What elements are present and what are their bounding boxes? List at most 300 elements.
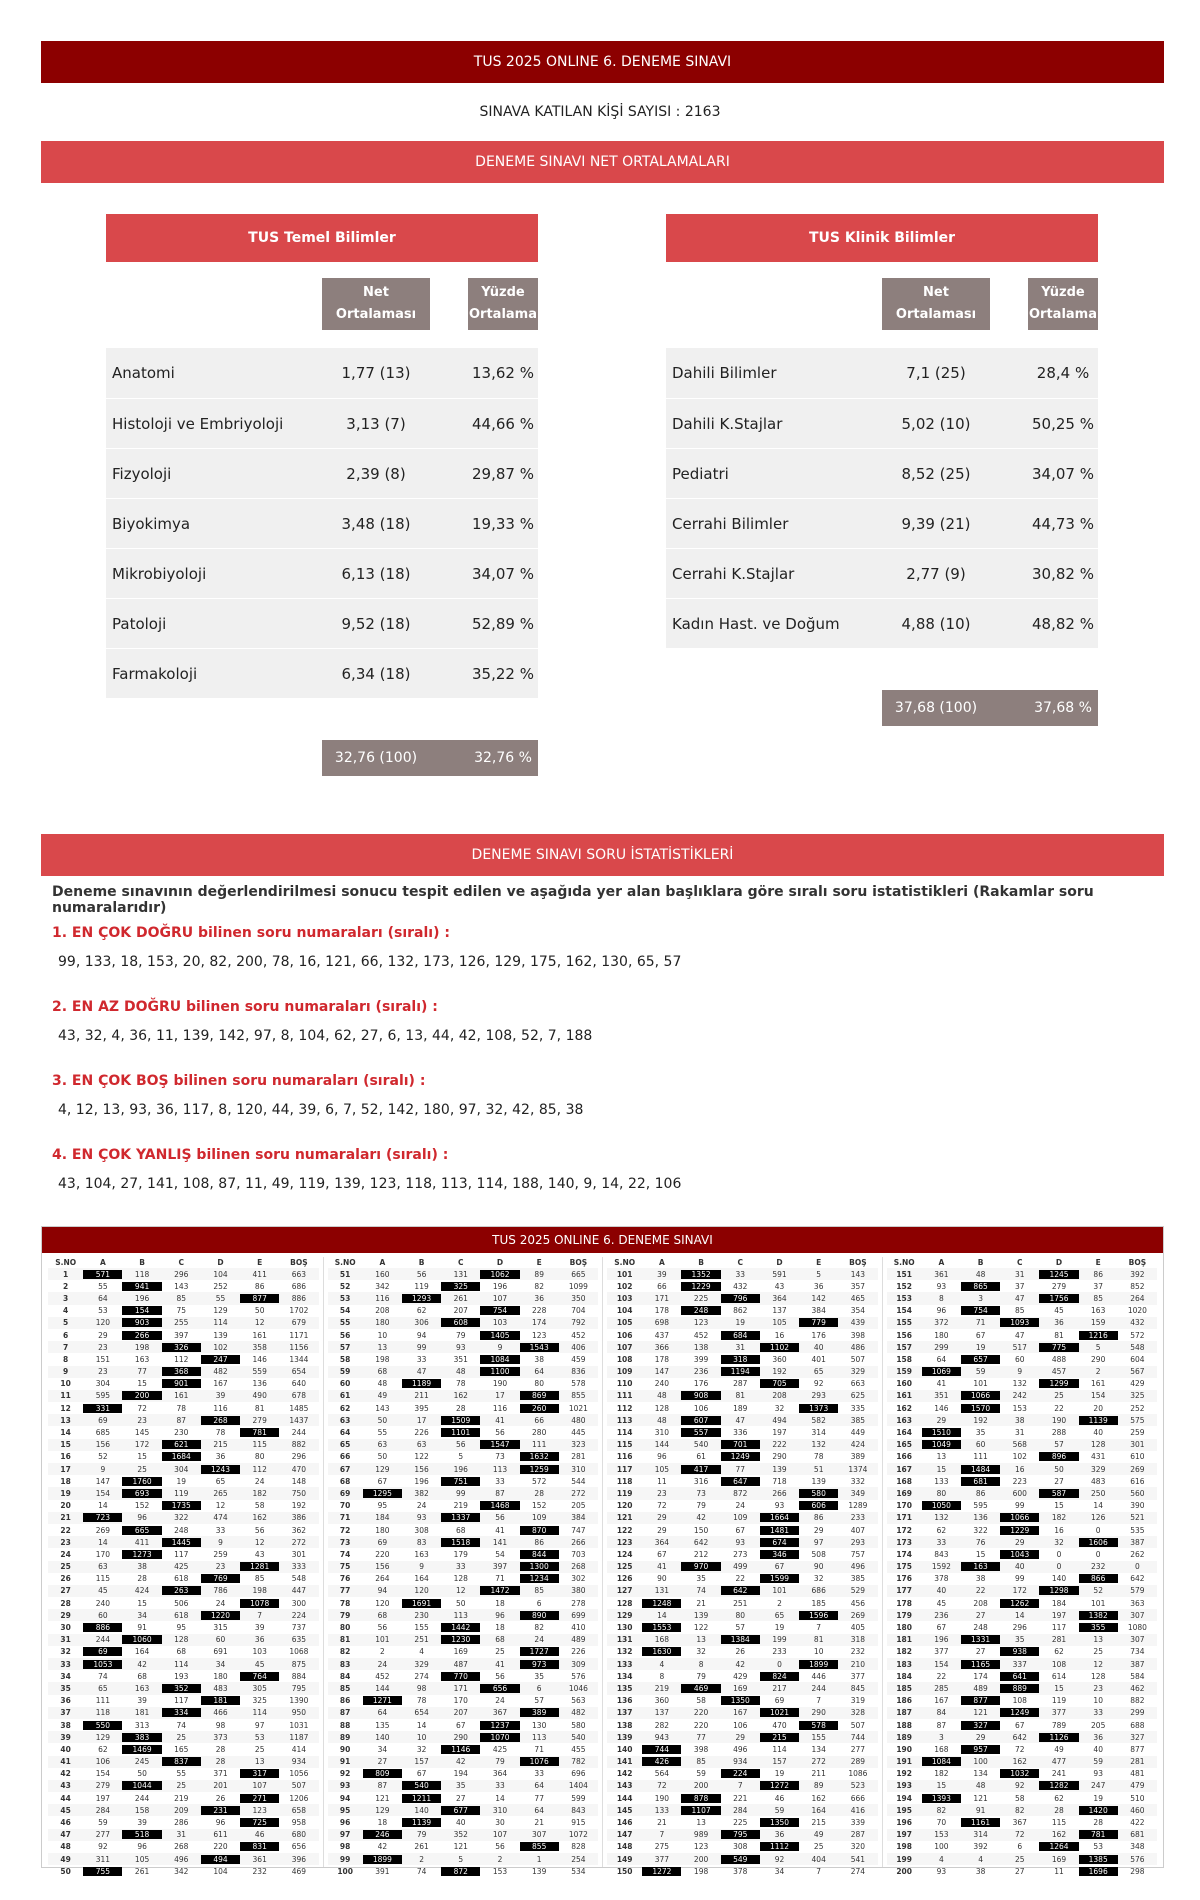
table-cell: 129 bbox=[616, 1610, 633, 1620]
table-row bbox=[328, 1487, 599, 1499]
table-cell: 56 bbox=[339, 1330, 351, 1340]
table-row bbox=[607, 1597, 878, 1609]
table-cell: 462 bbox=[1130, 1683, 1145, 1693]
table-cell: 85 bbox=[254, 1574, 265, 1584]
table-cell: 681 bbox=[961, 1477, 1000, 1486]
table-cell: 15 bbox=[975, 1549, 986, 1559]
table-cell: 182 bbox=[1051, 1513, 1067, 1523]
table-cell: 938 bbox=[1000, 1647, 1039, 1656]
table-column-group bbox=[603, 1257, 883, 1876]
table-cell: 563 bbox=[571, 1696, 586, 1706]
table-cell: 241 bbox=[1051, 1769, 1067, 1779]
table-cell: 196 bbox=[453, 1464, 468, 1474]
table-cell: 16 bbox=[60, 1452, 71, 1462]
table-cell: 319 bbox=[850, 1696, 866, 1706]
table-cell: 654 bbox=[414, 1708, 429, 1718]
table-cell: 217 bbox=[772, 1683, 787, 1693]
table-cell: 23 bbox=[60, 1537, 71, 1547]
table-cell: 351 bbox=[934, 1391, 949, 1401]
table-cell: 50 bbox=[456, 1598, 466, 1608]
table-cell: 426 bbox=[642, 1757, 681, 1766]
table-row bbox=[328, 1621, 599, 1633]
subject-net: 7,1 (25) bbox=[906, 364, 966, 382]
table-cell: 1390 bbox=[289, 1696, 309, 1706]
table-cell: 903 bbox=[122, 1318, 161, 1327]
table-cell: 82 bbox=[936, 1805, 947, 1815]
table-cell: 164 bbox=[414, 1574, 429, 1584]
table-cell: 211 bbox=[811, 1769, 826, 1779]
table-cell: 618 bbox=[174, 1574, 189, 1584]
table-cell: 63 bbox=[98, 1562, 108, 1572]
table-cell: 576 bbox=[571, 1671, 586, 1681]
table-row bbox=[48, 1743, 319, 1755]
table-cell: 310 bbox=[492, 1805, 508, 1815]
table-cell: 101 bbox=[375, 1635, 390, 1645]
table-cell: 72 bbox=[137, 1403, 147, 1413]
table-cell: 266 bbox=[122, 1331, 161, 1340]
table-cell: 1161 bbox=[961, 1818, 1000, 1827]
table-cell: 242 bbox=[1012, 1391, 1027, 1401]
table-cell: 293 bbox=[850, 1537, 866, 1547]
table-cell: 941 bbox=[122, 1282, 161, 1291]
table-cell: 225 bbox=[693, 1293, 709, 1303]
table-cell: 176 bbox=[811, 1330, 826, 1340]
table-row bbox=[887, 1719, 1158, 1731]
table-cell: 211 bbox=[414, 1391, 429, 1401]
table-cell: 134 bbox=[973, 1769, 988, 1779]
table-cell: 286 bbox=[174, 1818, 189, 1828]
table-cell: 301 bbox=[1130, 1440, 1145, 1450]
table-cell: 162 bbox=[1012, 1757, 1027, 1767]
table-cell: 290 bbox=[811, 1708, 826, 1718]
table-row bbox=[48, 1548, 319, 1560]
table-row bbox=[607, 1512, 878, 1524]
table-cell: 163 bbox=[961, 1562, 1000, 1571]
table-cell: 318 bbox=[850, 1635, 866, 1645]
table-cell: 230 bbox=[174, 1428, 189, 1438]
table-header-row bbox=[887, 1257, 1158, 1268]
table-cell: 156 bbox=[95, 1440, 111, 1450]
table-row bbox=[607, 1524, 878, 1536]
table-cell: 274 bbox=[414, 1671, 429, 1681]
table-cell: 36 bbox=[1054, 1318, 1064, 1328]
table-cell: 64 bbox=[339, 1428, 351, 1438]
table-row bbox=[48, 1695, 319, 1707]
table-cell: 1171 bbox=[289, 1330, 309, 1340]
table-cell: 1727 bbox=[520, 1647, 559, 1656]
subject-row bbox=[106, 598, 538, 648]
table-header-cell: S.NO bbox=[614, 1258, 636, 1267]
table-cell: 106 bbox=[733, 1720, 748, 1730]
table-cell: 184 bbox=[1051, 1598, 1067, 1608]
table-cell: 33 bbox=[456, 1562, 466, 1572]
table-cell: 40 bbox=[813, 1342, 824, 1352]
table-row bbox=[48, 1512, 319, 1524]
table-cell: 680 bbox=[291, 1830, 307, 1840]
table-cell: 1664 bbox=[760, 1513, 799, 1522]
table-cell: 368 bbox=[162, 1367, 201, 1376]
table-cell: 734 bbox=[1130, 1647, 1145, 1657]
table-cell: 1066 bbox=[961, 1391, 1000, 1400]
table-cell: 139 bbox=[811, 1476, 826, 1486]
table-cell: 126 bbox=[1091, 1513, 1106, 1523]
table-cell: 29 bbox=[936, 1415, 947, 1425]
table-cell: 1068 bbox=[289, 1647, 309, 1657]
table-cell: 65 bbox=[774, 1610, 785, 1620]
table-cell: 62 bbox=[1054, 1647, 1064, 1657]
stat-title-2: 2. EN AZ DOĞRU bilinen soru numaraları (sıralı) : bbox=[52, 999, 438, 1015]
table-cell: 16 bbox=[774, 1330, 785, 1340]
table-cell: 6 bbox=[63, 1330, 69, 1340]
table-cell: 32 bbox=[813, 1574, 824, 1584]
table-cell: 56 bbox=[456, 1440, 466, 1450]
table-cell: 367 bbox=[492, 1708, 508, 1718]
table-cell: 190 bbox=[1051, 1415, 1067, 1425]
table-cell: 208 bbox=[772, 1391, 787, 1401]
table-row bbox=[48, 1402, 319, 1414]
table-cell: 548 bbox=[1130, 1342, 1145, 1352]
table-cell: 844 bbox=[520, 1550, 559, 1559]
klinik-total-net: 37,68 (100) bbox=[894, 700, 978, 716]
table-cell: 74 bbox=[98, 1671, 108, 1681]
table-cell: 82 bbox=[339, 1647, 351, 1657]
table-cell: 41 bbox=[495, 1659, 505, 1669]
subject-net: 5,02 (10) bbox=[901, 414, 971, 433]
table-cell: 1126 bbox=[1039, 1733, 1078, 1742]
table-row bbox=[607, 1341, 878, 1353]
table-cell: 137 bbox=[654, 1708, 670, 1718]
table-cell: 254 bbox=[571, 1854, 586, 1864]
table-cell: 196 bbox=[896, 1818, 912, 1828]
table-cell: 1295 bbox=[363, 1489, 402, 1498]
table-cell: 579 bbox=[1130, 1586, 1145, 1596]
table-cell: 14 bbox=[495, 1793, 505, 1803]
table-cell: 383 bbox=[122, 1733, 161, 1742]
subject-pct: 29,87 % bbox=[472, 464, 534, 483]
table-row bbox=[328, 1402, 599, 1414]
table-cell: 696 bbox=[571, 1769, 586, 1779]
table-cell: 65 bbox=[98, 1683, 108, 1693]
table-cell: 35 bbox=[696, 1574, 706, 1584]
table-cell: 52 bbox=[98, 1452, 108, 1462]
table-cell: 439 bbox=[850, 1318, 866, 1328]
table-row bbox=[328, 1816, 599, 1828]
table-cell: 1021 bbox=[568, 1403, 588, 1413]
table-cell: 12 bbox=[254, 1537, 265, 1547]
table-cell: 308 bbox=[733, 1842, 748, 1852]
table-row bbox=[48, 1621, 319, 1633]
table-cell: 21 bbox=[696, 1598, 706, 1608]
table-cell: 71 bbox=[495, 1574, 505, 1584]
table-cell: 1899 bbox=[799, 1660, 838, 1669]
table-row bbox=[48, 1524, 319, 1536]
table-cell: 15 bbox=[137, 1452, 147, 1462]
table-cell: 93 bbox=[456, 1342, 466, 1352]
table-row bbox=[607, 1548, 878, 1560]
table-cell: 72 bbox=[657, 1501, 667, 1511]
table-cell: 47 bbox=[60, 1830, 71, 1840]
table-cell: 1031 bbox=[289, 1720, 309, 1730]
table-cell: 189 bbox=[896, 1732, 912, 1742]
table-cell: 118 bbox=[616, 1476, 633, 1486]
subject-net: 3,48 (18) bbox=[341, 514, 411, 533]
table-header-cell: BOŞ bbox=[569, 1258, 588, 1267]
table-cell: 642 bbox=[1130, 1574, 1145, 1584]
table-cell: 219 bbox=[174, 1793, 189, 1803]
table-cell: 199 bbox=[896, 1854, 912, 1864]
table-cell: 351 bbox=[453, 1354, 468, 1364]
table-cell: 1100 bbox=[480, 1367, 519, 1376]
table-cell: 21 bbox=[60, 1513, 71, 1523]
table-cell: 306 bbox=[414, 1318, 429, 1328]
table-cell: 14 bbox=[98, 1501, 108, 1511]
table-row bbox=[48, 1731, 319, 1743]
table-cell: 169 bbox=[733, 1683, 748, 1693]
table-cell: 28 bbox=[215, 1757, 226, 1767]
table-cell: 1050 bbox=[922, 1501, 961, 1510]
table-cell: 80 bbox=[254, 1452, 265, 1462]
table-cell: 155 bbox=[811, 1732, 826, 1742]
table-cell: 269 bbox=[95, 1525, 111, 1535]
subject-name: Fizyoloji bbox=[112, 464, 172, 483]
subject-name: Kadın Hast. ve Doğum bbox=[672, 614, 840, 633]
table-row bbox=[48, 1756, 319, 1768]
table-row bbox=[887, 1317, 1158, 1329]
table-column-group bbox=[883, 1257, 1162, 1876]
table-cell: 27 bbox=[975, 1647, 986, 1657]
table-cell: 474 bbox=[213, 1513, 228, 1523]
table-cell: 91 bbox=[339, 1757, 351, 1767]
table-cell: 2 bbox=[379, 1647, 385, 1657]
table-cell: 118 bbox=[134, 1269, 150, 1279]
table-cell: 781 bbox=[240, 1428, 279, 1437]
table-cell: 750 bbox=[291, 1488, 307, 1498]
table-cell: 22 bbox=[60, 1525, 71, 1535]
table-cell: 587 bbox=[1039, 1489, 1078, 1498]
table-cell: 389 bbox=[850, 1452, 866, 1462]
table-cell: 130 bbox=[616, 1623, 633, 1633]
table-cell: 85 bbox=[1093, 1293, 1103, 1303]
table-cell: 169 bbox=[896, 1488, 912, 1498]
table-row bbox=[48, 1658, 319, 1670]
table-cell: 373 bbox=[213, 1732, 228, 1742]
table-row bbox=[48, 1329, 319, 1341]
table-cell: 184 bbox=[375, 1513, 390, 1523]
table-cell: 28 bbox=[1093, 1818, 1103, 1828]
table-cell: 397 bbox=[174, 1330, 189, 1340]
table-cell: 362 bbox=[291, 1525, 307, 1535]
table-cell: 173 bbox=[896, 1537, 912, 1547]
table-cell: 621 bbox=[162, 1440, 201, 1449]
table-cell: 58 bbox=[696, 1696, 706, 1706]
table-cell: 77 bbox=[534, 1793, 544, 1803]
table-row bbox=[48, 1816, 319, 1828]
stats-intro: Deneme sınavının değerlendirilmesi sonucu tespit edilen ve aşağıda yer alan başlıklara göre sıralı soru istatistikleri (Rakamlar soru numaralarıdır) bbox=[52, 884, 1094, 916]
table-cell: 87 bbox=[377, 1781, 388, 1791]
table-cell: 831 bbox=[240, 1842, 279, 1851]
table-cell: 79 bbox=[495, 1757, 505, 1767]
table-cell: 31 bbox=[60, 1635, 71, 1645]
table-row bbox=[887, 1475, 1158, 1487]
table-cell: 56 bbox=[416, 1269, 427, 1279]
table-cell: 33 bbox=[495, 1476, 505, 1486]
table-cell: 193 bbox=[174, 1671, 189, 1681]
table-cell: 148 bbox=[616, 1842, 633, 1852]
table-cell: 23 bbox=[137, 1415, 147, 1425]
table-cell: 18 bbox=[60, 1476, 71, 1486]
table-cell: 15 bbox=[936, 1781, 947, 1791]
table-cell: 221 bbox=[733, 1793, 748, 1803]
table-row bbox=[328, 1658, 599, 1670]
table-cell: 29 bbox=[813, 1525, 824, 1535]
table-cell: 38 bbox=[534, 1354, 544, 1364]
table-cell: 107 bbox=[616, 1342, 633, 1352]
table-row bbox=[887, 1268, 1158, 1280]
table-cell: 477 bbox=[1051, 1757, 1067, 1767]
table-cell: 308 bbox=[414, 1525, 429, 1535]
table-row bbox=[328, 1512, 599, 1524]
table-cell: 33 bbox=[534, 1769, 544, 1779]
table-cell: 48 bbox=[975, 1781, 986, 1791]
temel-total-pct: 32,76 % bbox=[474, 750, 532, 766]
table-cell: 44 bbox=[60, 1793, 71, 1803]
table-cell: 1070 bbox=[480, 1733, 519, 1742]
table-cell: 19 bbox=[1093, 1793, 1103, 1803]
table-cell: 9 bbox=[419, 1562, 424, 1572]
table-cell: 174 bbox=[532, 1318, 547, 1328]
subject-net: 9,39 (21) bbox=[901, 514, 971, 533]
table-cell: 39 bbox=[137, 1696, 147, 1706]
table-cell: 193 bbox=[896, 1781, 912, 1791]
table-cell: 95 bbox=[377, 1501, 388, 1511]
table-cell: 251 bbox=[733, 1598, 748, 1608]
table-cell: 479 bbox=[1130, 1781, 1145, 1791]
table-cell: 20 bbox=[60, 1501, 71, 1511]
table-row bbox=[328, 1463, 599, 1475]
table-cell: 452 bbox=[571, 1330, 586, 1340]
table-row bbox=[48, 1439, 319, 1451]
table-cell: 417 bbox=[681, 1465, 720, 1474]
table-cell: 523 bbox=[850, 1781, 866, 1791]
table-cell: 155 bbox=[896, 1318, 912, 1328]
table-cell: 13 bbox=[936, 1452, 947, 1462]
table-cell: 0 bbox=[1056, 1549, 1062, 1559]
table-cell: 171 bbox=[896, 1513, 912, 1523]
table-cell: 159 bbox=[1091, 1318, 1106, 1328]
table-cell: 81 bbox=[735, 1391, 746, 1401]
table-cell: 80 bbox=[735, 1610, 746, 1620]
table-cell: 1469 bbox=[122, 1745, 161, 1754]
table-cell: 316 bbox=[693, 1476, 709, 1486]
table-cell: 595 bbox=[95, 1391, 111, 1401]
table-cell: 872 bbox=[733, 1488, 748, 1498]
table-cell: 488 bbox=[1051, 1354, 1067, 1364]
table-cell: 85 bbox=[1015, 1306, 1025, 1316]
table-cell: 529 bbox=[850, 1586, 866, 1596]
table-row bbox=[607, 1792, 878, 1804]
table-cell: 132 bbox=[934, 1513, 949, 1523]
subject-net: 1,77 (13) bbox=[341, 364, 411, 382]
table-cell: 53 bbox=[1093, 1842, 1103, 1852]
table-cell: 152 bbox=[896, 1281, 912, 1291]
table-cell: 114 bbox=[174, 1659, 189, 1669]
table-cell: 250 bbox=[1091, 1488, 1106, 1498]
table-cell: 236 bbox=[693, 1367, 709, 1377]
table-cell: 123 bbox=[616, 1537, 633, 1547]
table-cell: 10 bbox=[377, 1330, 388, 1340]
table-cell: 329 bbox=[414, 1659, 429, 1669]
table-cell: 957 bbox=[961, 1745, 1000, 1754]
table-cell: 64 bbox=[534, 1781, 544, 1791]
table-cell: 40 bbox=[1093, 1428, 1103, 1438]
table-cell: 18 bbox=[495, 1598, 505, 1608]
table-cell: 28 bbox=[534, 1488, 544, 1498]
table-cell: 1072 bbox=[568, 1830, 588, 1840]
table-cell: 12 bbox=[60, 1403, 71, 1413]
table-cell: 94 bbox=[416, 1330, 427, 1340]
table-cell: 5 bbox=[458, 1854, 464, 1864]
temel-col-net: Net Ortalaması (Soru Sayısı) bbox=[322, 278, 430, 330]
table-cell: 19 bbox=[735, 1318, 746, 1328]
table-cell: 21 bbox=[534, 1818, 544, 1828]
table-cell: 279 bbox=[1051, 1281, 1067, 1291]
table-cell: 104 bbox=[213, 1269, 228, 1279]
table-cell: 143 bbox=[174, 1281, 189, 1291]
table-cell: 305 bbox=[252, 1683, 267, 1693]
table-cell: 549 bbox=[721, 1855, 760, 1864]
table-cell: 207 bbox=[453, 1708, 468, 1718]
table-cell: 145 bbox=[134, 1428, 150, 1438]
table-cell: 1139 bbox=[402, 1818, 441, 1827]
table-cell: 266 bbox=[772, 1488, 787, 1498]
table-cell: 410 bbox=[571, 1623, 586, 1633]
table-cell: 199 bbox=[772, 1635, 787, 1645]
stat-list-2: 43, 32, 4, 36, 11, 139, 142, 97, 8, 104, 62, 27, 6, 13, 44, 42, 108, 52, 7, 188 bbox=[58, 1028, 593, 1044]
table-row bbox=[607, 1853, 878, 1865]
table-cell: 76 bbox=[975, 1537, 986, 1547]
table-cell: 185 bbox=[811, 1598, 826, 1608]
subject-row bbox=[106, 548, 538, 598]
table-cell: 6 bbox=[536, 1683, 542, 1693]
table-cell: 1281 bbox=[240, 1562, 279, 1571]
table-cell: 269 bbox=[1130, 1464, 1145, 1474]
table-cell: 310 bbox=[654, 1428, 670, 1438]
table-cell: 34 bbox=[137, 1610, 147, 1620]
table-cell: 95 bbox=[176, 1623, 187, 1633]
table-cell: 161 bbox=[896, 1391, 912, 1401]
table-row bbox=[48, 1719, 319, 1731]
subject-pct: 34,07 % bbox=[1032, 464, 1094, 483]
table-cell: 460 bbox=[1130, 1805, 1145, 1815]
table-cell: 68 bbox=[137, 1671, 147, 1681]
table-header-cell: C bbox=[1017, 1258, 1023, 1267]
table-cell: 437 bbox=[654, 1330, 670, 1340]
table-cell: 133 bbox=[616, 1659, 633, 1669]
table-cell: 395 bbox=[414, 1403, 429, 1413]
table-row bbox=[48, 1390, 319, 1402]
table-cell: 123 bbox=[693, 1318, 709, 1328]
table-cell: 1405 bbox=[480, 1331, 519, 1340]
table-cell: 155 bbox=[414, 1623, 429, 1633]
table-row bbox=[328, 1524, 599, 1536]
table-cell: 60 bbox=[339, 1379, 351, 1389]
table-cell: 572 bbox=[532, 1476, 547, 1486]
table-cell: 56 bbox=[254, 1525, 265, 1535]
table-header-cell: BOŞ bbox=[290, 1258, 308, 1267]
table-cell: 614 bbox=[1051, 1671, 1067, 1681]
table-row bbox=[887, 1792, 1158, 1804]
table-cell: 391 bbox=[375, 1866, 390, 1876]
